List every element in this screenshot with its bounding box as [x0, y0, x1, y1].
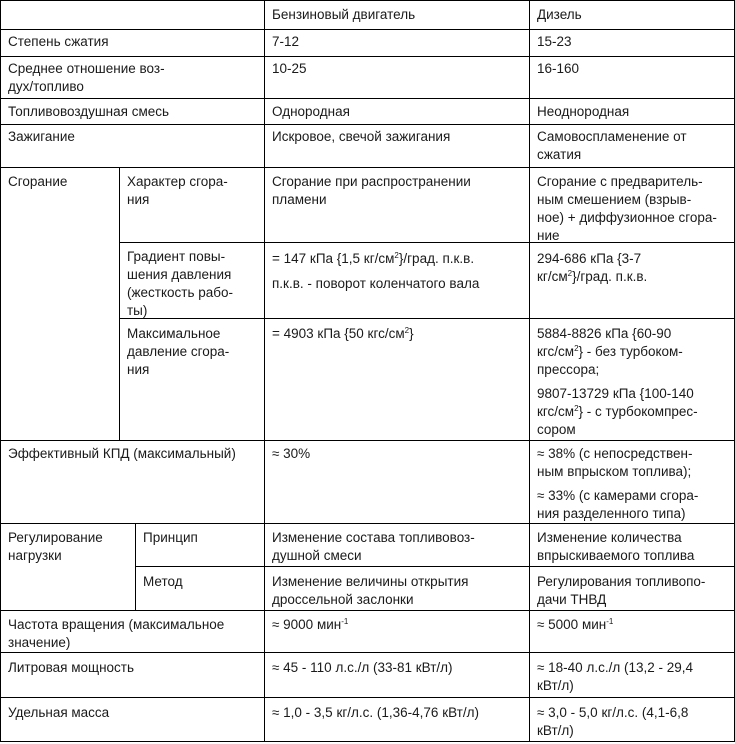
cell-diesel-gradient: $кг/см^2$}/град. п.к.в.	[537, 269, 648, 284]
grid-line	[0, 167, 735, 168]
cell-gasoline-compression: 7-12	[272, 34, 300, 49]
row-label-mixture: Топливовоздушная смесь	[8, 104, 170, 119]
grid-line	[0, 440, 735, 441]
row-label-air-fuel: дух/топливо	[8, 79, 84, 94]
header-diesel: Дизель	[537, 7, 582, 22]
cell-diesel-specific-mass: кВт/л)	[537, 723, 574, 738]
row-label-specific-mass: Удельная масса	[8, 705, 110, 720]
cell-gasoline-gradient: = 147 кПа {1,5 $кг/см^2$}/град. п.к.в.	[272, 251, 475, 266]
sub-label-max-pressure: ния	[127, 362, 150, 377]
grid-line	[264, 0, 265, 742]
cell-gasoline-principle: душной смеси	[272, 548, 362, 563]
cell-diesel-method: Регулирования топливопо-	[537, 574, 706, 589]
sub-label-gradient: Градиент повы-	[127, 249, 226, 264]
cell-diesel-max-pressure-turbo: кгс/$см^2$} - с турбокомпрес-	[537, 404, 698, 419]
cell-gasoline-method: Изменение величины открытия	[272, 574, 469, 589]
cell-gasoline-max-pressure: = 4903 кПа {50 кгс/$см^2$}	[272, 326, 414, 341]
cell-diesel-efficiency-divided: ния разделенного типа)	[537, 506, 686, 521]
grid-line	[529, 0, 530, 742]
cell-gasoline-character: Сгорание при распространении	[272, 174, 471, 189]
grid-line	[0, 98, 735, 99]
cell-gasoline-ignition: Искровое, свечой зажигания	[272, 129, 451, 144]
row-label-rpm: значение)	[8, 635, 71, 650]
cell-gasoline-gradient-note: п.к.в. - поворот коленчатого вала	[272, 276, 480, 291]
cell-diesel-max-pressure-turbo: сором	[537, 422, 576, 437]
cell-gasoline-efficiency: ≈ 30%	[272, 446, 311, 461]
cell-diesel-max-pressure: кгс/$см^2$} - без турбоком-	[537, 344, 683, 359]
cell-diesel-ignition: Самовоспламенение от	[537, 129, 687, 144]
row-label-efficiency: Эффективный КПД (максимальный)	[8, 446, 236, 461]
grid-line	[119, 167, 120, 440]
cell-diesel-air-fuel: 16-160	[537, 61, 580, 76]
sub-label-principle: Принцип	[143, 530, 198, 545]
cell-diesel-efficiency: ≈ 38% (с непосредствен-	[537, 446, 693, 461]
row-label-ignition: Зажигание	[8, 129, 75, 144]
grid-line	[0, 56, 735, 57]
cell-diesel-principle: впрыскиваемого топлива	[537, 548, 695, 563]
grid-line	[119, 318, 735, 319]
cell-gasoline-mixture: Однородная	[272, 104, 350, 119]
cell-diesel-max-pressure: 5884-8826 кПа {60-90	[537, 326, 672, 341]
cell-diesel-rpm: ≈ 5000 мин$^{-1}$	[537, 617, 614, 632]
cell-gasoline-rpm: ≈ 9000 мин$^{-1}$	[272, 617, 349, 632]
row-label-compression: Степень сжатия	[8, 34, 109, 49]
sub-label-gradient: (жесткость рабо-	[127, 285, 234, 300]
cell-diesel-character: Сгорание с предваритель-	[537, 174, 703, 189]
grid-line	[0, 610, 735, 611]
grid-line	[0, 0, 1, 742]
cell-gasoline-air-fuel: 10-25	[272, 61, 307, 76]
cell-diesel-principle: Изменение количества	[537, 530, 682, 545]
cell-diesel-max-pressure-turbo: 9807-13729 кПа {100-140	[537, 386, 694, 401]
grid-line	[0, 523, 735, 524]
cell-diesel-character: ние	[537, 228, 560, 243]
cell-diesel-efficiency-divided: ≈ 33% (с камерами сгора-	[537, 488, 699, 503]
cell-gasoline-specific-power: ≈ 45 - 110 л.с./л (33-81 кВт/л)	[272, 660, 453, 675]
row-label-load-control: нагрузки	[8, 548, 62, 563]
cell-gasoline-principle: Изменение состава топливовоз-	[272, 530, 475, 545]
cell-diesel-specific-mass: ≈ 3,0 - 5,0 кг/л.с. (4,1-6,8	[537, 705, 689, 720]
grid-line	[0, 697, 735, 698]
grid-line	[135, 566, 735, 567]
sub-label-method: Метод	[143, 574, 183, 589]
cell-diesel-efficiency: ным впрыском топлива);	[537, 464, 692, 479]
cell-gasoline-specific-mass: ≈ 1,0 - 3,5 кг/л.с. (1,36-4,76 кВт/л)	[272, 705, 479, 720]
sub-label-gradient: шения давления	[127, 267, 232, 282]
cell-gasoline-character: пламени	[272, 192, 327, 207]
cell-diesel-character: ное) + диффузионное сгора-	[537, 210, 717, 225]
row-label-rpm: Частота вращения (максимальное	[8, 617, 225, 632]
grid-line	[0, 29, 735, 30]
row-label-combustion: Сгорание	[8, 174, 68, 189]
grid-line	[0, 741, 735, 742]
row-label-air-fuel: Среднее отношение воз-	[8, 61, 165, 76]
grid-line	[0, 124, 735, 125]
sub-label-character: Характер сгора-	[127, 174, 228, 189]
cell-diesel-method: дачи ТНВД	[537, 592, 607, 607]
grid-line	[119, 242, 735, 243]
header-gasoline: Бензиновый двигатель	[272, 7, 416, 22]
cell-diesel-max-pressure: прессора;	[537, 362, 600, 377]
cell-diesel-gradient: 294-686 кПа {3-7	[537, 251, 642, 266]
cell-diesel-specific-power: кВт/л)	[537, 678, 574, 693]
sub-label-gradient: ты)	[127, 303, 148, 318]
cell-diesel-compression: 15-23	[537, 34, 572, 49]
grid-line	[135, 523, 136, 610]
sub-label-max-pressure: Максимальное	[127, 326, 221, 341]
grid-line	[0, 0, 735, 1]
row-label-load-control: Регулирование	[8, 530, 103, 545]
row-label-specific-power: Литровая мощность	[8, 660, 135, 675]
grid-line	[0, 652, 735, 653]
sub-label-max-pressure: давление сгора-	[127, 344, 230, 359]
sub-label-character: ния	[127, 192, 150, 207]
cell-diesel-ignition: сжатия	[537, 147, 582, 162]
cell-diesel-mixture: Неоднородная	[537, 104, 630, 119]
cell-gasoline-method: дроссельной заслонки	[272, 592, 414, 607]
cell-diesel-character: ным смешением (взрыв-	[537, 192, 692, 207]
cell-diesel-specific-power: ≈ 18-40 л.с./л (13,2 - 29,4	[537, 660, 693, 675]
